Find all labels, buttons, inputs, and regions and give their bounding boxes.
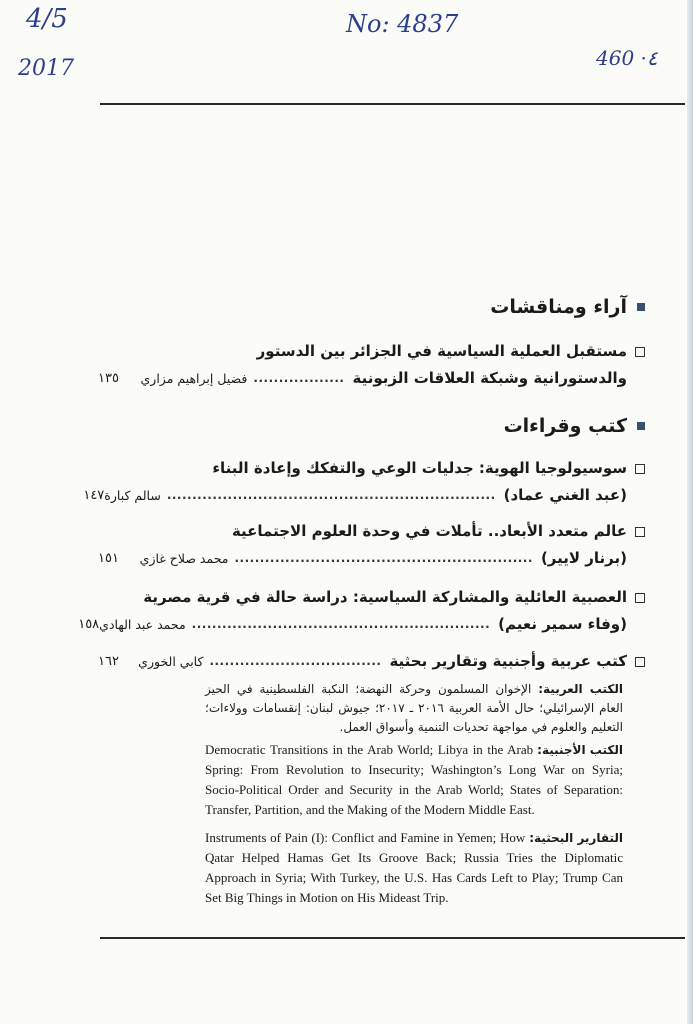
checkbox-icon xyxy=(635,347,645,357)
top-rule xyxy=(100,103,685,105)
toc-entry: عالم متعدد الأبعاد.. تأملات في وحدة العلوم الاجتماعية (برنار لايير) ........................................................... محمد صلاح غازي ١٥١ xyxy=(98,518,645,572)
author: محمد عبد الهادي xyxy=(99,617,186,632)
checkbox-icon xyxy=(635,527,645,537)
page-number: ١٥٨ xyxy=(78,617,100,632)
section-heading-opinions: آراء ومناقشات xyxy=(490,296,645,318)
author: سالم كبارة xyxy=(104,488,161,503)
toc-entry: مستقبل العملية السياسية في الجزائر بين الدستور والدستورانية وشبكة العلاقات الزبونية .................. فضيل إبراهيم مزاري ١٣٥ xyxy=(98,338,645,392)
toc-entry: العصبية العائلية والمشاركة السياسية: دراسة حالة في قرية مصرية (وفاء سمير نعيم) ........................................................... محمد عبد الهادي ١٥٨ xyxy=(98,584,645,638)
foreign-books-paragraph: الكتب الأجنبية: Democratic Transitions in the Arab World; Libya in the Arab Spring: From Revolution to Insecurity; Washington’s Long War on Syria; Socio-Political Order and Security in the Arab World; States of Separation: Transfer, Partition, and the Making of the Modern Middle East. xyxy=(205,742,623,817)
toc-entry: كتب عربية وأجنبية وتقارير بحثية .................................. كابي الخوري ١٦٢ xyxy=(98,648,645,675)
section-heading-books: كتب وقراءات xyxy=(504,415,645,437)
toc-entry: سوسيولوجيا الهوية: جدليات الوعي والتفكك وإعادة البناء (عبد الغني عماد) ................................................................. سالم كبارة ١٤٧ xyxy=(98,455,645,509)
handwritten-date-top: 4/5 xyxy=(26,4,68,34)
checkbox-icon xyxy=(635,593,645,603)
page-number: ١٥١ xyxy=(98,551,119,566)
page-number: ١٤٧ xyxy=(83,488,105,503)
arabic-books-paragraph: الكتب العربية: الإخوان المسلمون وحركة النهضة؛ النكبة الفلسطينية في الحيز العام الإسرائيلي؛ حال الأمة العربية ٢٠١٦ ـ ٢٠١٧؛ جيوش لبنان: إنقسامات وولاءات؛ التعليم والعلوم في مواجهة تحديات التنمية وأسواق العمل. xyxy=(205,682,623,734)
section-bullet xyxy=(637,422,645,430)
author: محمد صلاح غازي xyxy=(139,551,229,566)
handwritten-issue-number: 460 ·٤ xyxy=(596,46,658,70)
page-number: ١٣٥ xyxy=(98,371,119,386)
section-bullet xyxy=(637,303,645,311)
handwritten-catalog-number: No: 4837 xyxy=(346,10,459,38)
author: فضيل إبراهيم مزاري xyxy=(140,371,248,386)
bottom-rule xyxy=(100,937,685,939)
checkbox-icon xyxy=(635,464,645,474)
page-edge xyxy=(687,0,693,1024)
research-reports-paragraph: التقارير البحثية: Instruments of Pain (I): Conflict and Famine in Yemen; How Qatar Helped Hamas Get Its Groove Back; Russia Tries the Diplomatic Approach in Syria; With Turkey, the U.S. Has Cards Left to Play; Trump Can Set Big Things in Motion on His Mideast Trip. xyxy=(205,830,623,905)
checkbox-icon xyxy=(635,657,645,667)
handwritten-year: 2017 xyxy=(18,56,74,81)
page-number: ١٦٢ xyxy=(98,654,119,669)
author: كابي الخوري xyxy=(138,654,204,669)
